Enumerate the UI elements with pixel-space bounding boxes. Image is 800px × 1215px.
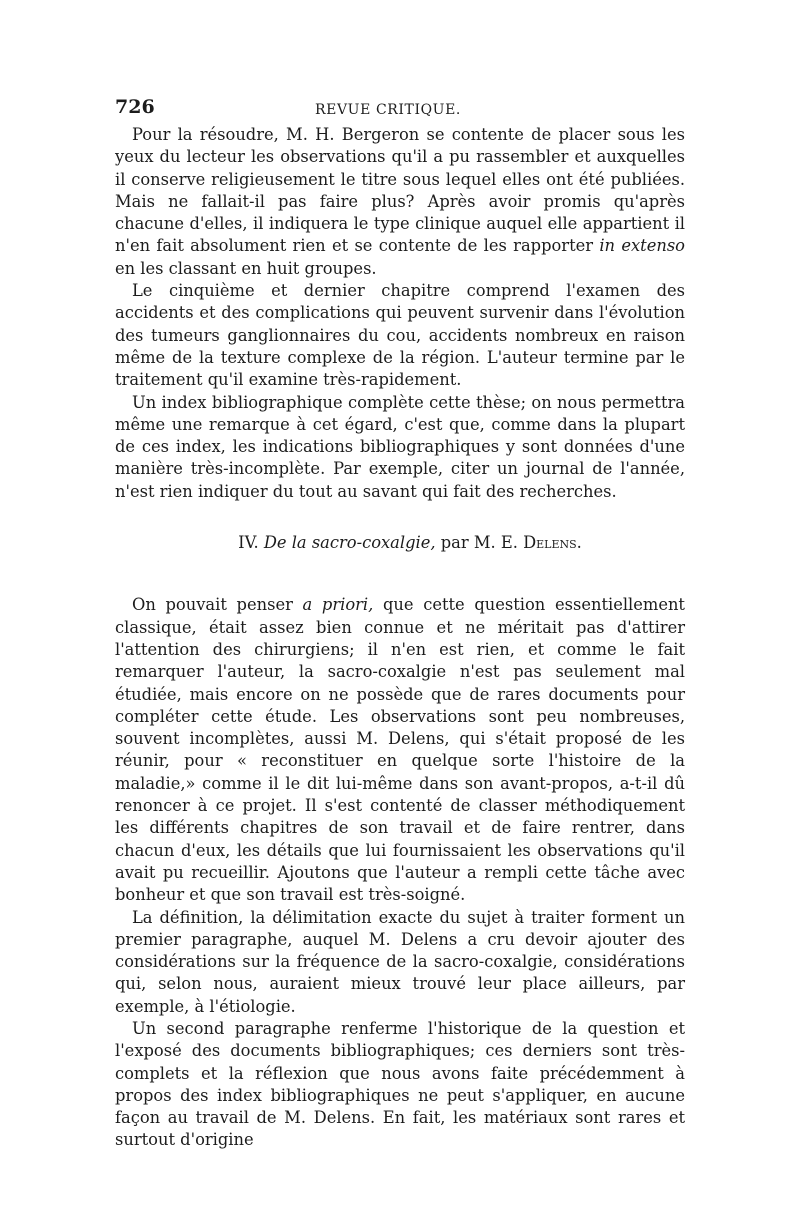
section-title: De la sacro-coxalgie,	[263, 533, 436, 553]
page	[115, 96, 685, 1152]
journal-title: REVUE CRITIQUE.	[315, 102, 461, 118]
section-number: IV.	[238, 533, 259, 553]
paragraph-bibliographic-index: Un index bibliographique complète cette thèse; on nous permettra même une remarque à cet égard, c'est que, comme dans la plupart de ces index, les indications bibliographiques y sont données d'une manière très-incomplète. Par exemple, citer un journal de l'année, n'est rien indiquer du tout au savant qui fait des recherches.	[115, 392, 685, 501]
text-run: On pouvait penser	[132, 595, 303, 615]
italic-phrase: a priori,	[302, 595, 374, 615]
section-heading	[115, 532, 685, 554]
page-number: 726	[115, 96, 155, 118]
paragraph-historique: Un second paragraphe renferme l'historique de la question et l'exposé des documents bibliographiques; ces derniers sont très-complets et la réflexion que nous avons faite précédemment à propos des index bibliographiques ne peut s'appliquer, en aucune façon au travail de M. Delens. En fait, les matériaux sont rares et surtout d'origine	[115, 1018, 685, 1150]
italic-phrase: in extenso	[599, 236, 685, 256]
paragraph-bergeron-observations	[115, 124, 685, 280]
text-run: Pour la résoudre, M. H. Bergeron se contente de placer sous les yeux du lecteur les observations qu'il a pu rassembler et auxquelles il conserve religieusement le titre sous lequel elles ont été publiées. Mais ne fallait-il pas faire plus? Après avoir promis qu'après chacune d'elles, il indiquera le type clinique auquel elle appartient il n'en fait absolument rien et se contente de les rapporter	[115, 125, 685, 256]
text-run: que cette question essentiellement classique, était assez bien connue et ne méritait pas d'attirer l'attention des chirurgiens; il n'en est rien, et comme le fait remarquer l'auteur, la sacro-coxalgie n'est pas seulement mal étudiée, mais encore on ne possède que de rares documents pour compléter cette étude. Les observations sont peu nombreuses, souvent incomplètes, aussi M. Delens, qui s'était proposé de les réunir, pour « reconstituer en quelque sorte l'histoire de la maladie,» comme il le dit lui-même dans son avant-propos, a-t-il dû renoncer à ce projet. Il s'est contenté de classer méthodiquement les différents chapitres de son travail et de faire rentrer, dans chacun d'eux, les détails que lui fournissaient les observations qu'il avait pu recueillir. Ajoutons que l'auteur a rempli cette tâche avec bonheur et que son travail est très-soigné.	[115, 595, 685, 905]
section-author-prefix: par M. E.	[440, 533, 518, 553]
section-author-name: Delens.	[523, 533, 582, 553]
running-head	[115, 96, 685, 122]
paragraph-definition: La définition, la délimitation exacte du sujet à traiter forment un premier paragraphe, auquel M. Delens a cru devoir ajouter des considérations sur la fréquence de la sacro-coxalgie, considérations qui, selon nous, auraient mieux trouvé leur place ailleurs, par exemple, à l'étiologie.	[115, 907, 685, 1016]
text-run: en les classant en huit groupes.	[115, 258, 377, 278]
paragraph-sacro-coxalgie-intro	[115, 594, 685, 906]
paragraph-fifth-chapter: Le cinquième et dernier chapitre comprend l'examen des accidents et des complications qui peuvent survenir dans l'évolution des tumeurs ganglionnaires du cou, accidents nombreux en raison même de la texture complexe de la région. L'auteur termine par le traitement qu'il examine très-rapidement.	[115, 281, 685, 390]
